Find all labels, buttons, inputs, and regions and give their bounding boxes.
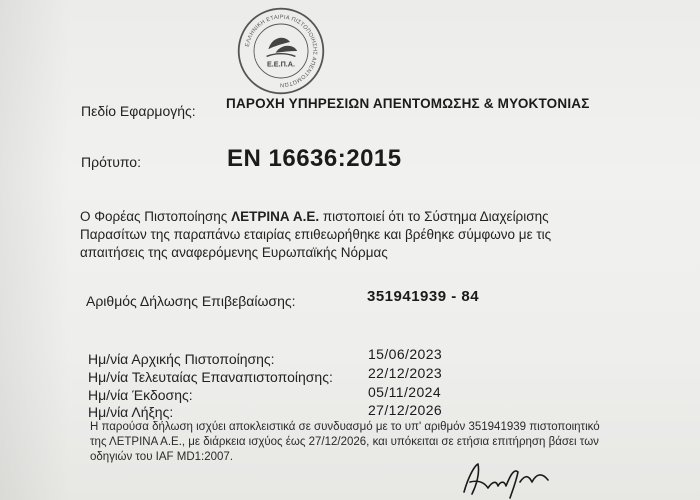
statement-line-2: Παρασίτων της παραπάνω εταιρίας επιθεωρήθηκε και βρέθηκε σύμφωνο με τις bbox=[80, 227, 552, 242]
page-shadow bbox=[0, 0, 70, 500]
issue-date-label: Ημ/νία Έκδοσης: bbox=[88, 387, 193, 403]
confirmation-label: Αριθμός Δήλωσης Επιβεβαίωσης: bbox=[86, 293, 296, 309]
epa-seal-logo bbox=[236, 6, 326, 96]
note-line-2: της ΛΕΤΡΙΝΑ Α.Ε., με διάρκεια ισχύος έως 27/12/2026, και υπόκειται σε ετήσια επιτήρηση βάσει των bbox=[90, 436, 599, 448]
scope-value: ΠΑΡΟΧΗ ΥΠΗΡΕΣΙΩΝ ΑΠΕΝΤΟΜΩΣΗΣ & ΜΥΟΚΤΟΝΙΑΣ bbox=[226, 96, 590, 111]
note-line-1: Η παρούσα δήλωση ισχύει αποκλειστικά σε συνδυασμό με το υπ' αριθμόν 351941939 πιστοποιητικό bbox=[90, 421, 600, 433]
standard-value: EN 16636:2015 bbox=[227, 145, 402, 172]
scope-label: Πεδίο Εφαρμογής: bbox=[81, 103, 196, 119]
confirmation-number: 351941939 - 84 bbox=[367, 288, 480, 305]
signature bbox=[458, 452, 578, 500]
svg-text:ΕΛΛΗΝΙΚΗ ΕΤΑΙΡΙΑ ΠΙΣΤΟΠΟΙΗΣΗΣ: ΕΛΛΗΝΙΚΗ ΕΤΑΙΡΙΑ ΠΙΣΤΟΠΟΙΗΣΗΣ ΑΠΕΝΤΟΜΩΤΩΝ bbox=[244, 14, 318, 88]
note-line-3: οδηγιών του IAF MD1:2007. bbox=[90, 451, 234, 463]
expiry-date-label: Ημ/νία Λήξης: bbox=[88, 404, 174, 420]
statement-line-3: απαιτήσεις της αναφερόμενης Ευρωπαϊκής Νόρμας bbox=[80, 245, 388, 260]
statement-line-1 bbox=[80, 208, 549, 226]
issue-date-value: 05/11/2024 bbox=[368, 384, 442, 400]
svg-text:Ε.Ε.Π.Α.: Ε.Ε.Π.Α. bbox=[267, 59, 295, 69]
last-recert-date-value: 22/12/2023 bbox=[368, 365, 443, 381]
initial-cert-date-label: Ημ/νία Αρχικής Πιστοποίησης: bbox=[88, 351, 275, 367]
last-recert-date-label: Ημ/νία Τελευταίας Επαναπιστοποίησης: bbox=[88, 369, 333, 385]
initial-cert-date-value: 15/06/2023 bbox=[368, 346, 443, 362]
certifier-name: ΛΕΤΡΙΝΑ Α.Ε. bbox=[231, 209, 320, 224]
statement-text: πιστοποιεί ότι το Σύστημα Διαχείρισης bbox=[319, 209, 549, 224]
statement-text: Ο Φορέας Πιστοποίησης bbox=[80, 209, 232, 224]
standard-label: Πρότυπο: bbox=[81, 154, 141, 170]
expiry-date-value: 27/12/2026 bbox=[368, 402, 443, 418]
